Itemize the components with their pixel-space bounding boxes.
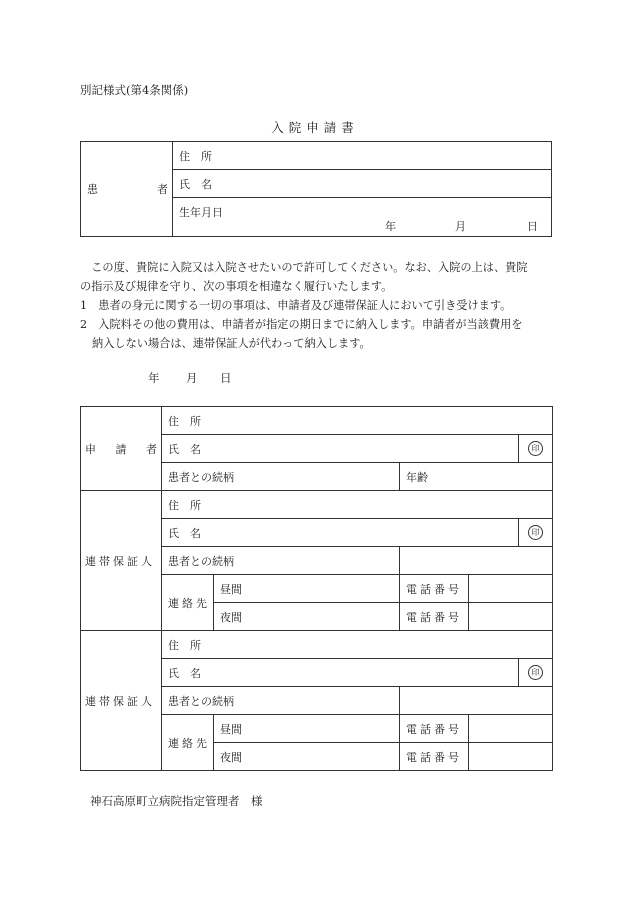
intro-line: の指示及び規律を守り、次の事項を相違なく履行いたします。 <box>80 280 393 293</box>
night-label: 夜間 <box>220 610 242 624</box>
relation-label: 患者との続柄 <box>168 694 234 708</box>
intro-paragraph <box>80 258 554 296</box>
dob-year-label: 年 <box>385 220 396 233</box>
applicant-name-field[interactable] <box>162 435 519 463</box>
addressee: 神石高原町立病院指定管理者 様 <box>90 794 263 808</box>
guarantor-1-contact-label <box>162 575 214 631</box>
age-label: 年齢 <box>406 470 428 484</box>
daytime-label: 昼間 <box>220 722 242 736</box>
guarantor-2-contact-label <box>162 715 214 771</box>
document-title: 入院申請書 <box>271 120 359 135</box>
guarantor-2-role-cell <box>81 631 162 771</box>
intro-line: この度、貴院に入院又は入院させたいので許可してください。なお、入院の上は、貴院 <box>91 261 528 274</box>
applicant-role-char: 請 <box>115 442 127 456</box>
dob-label: 生年月日 <box>179 206 223 219</box>
patient-role-char: 者 <box>157 183 168 196</box>
applicant-guarantor-table <box>80 406 553 771</box>
relation-label: 患者との続柄 <box>168 470 234 484</box>
guarantor-1-address-field[interactable] <box>162 491 553 519</box>
guarantor-1-relation-value[interactable] <box>400 547 553 575</box>
guarantor-2-relation-value[interactable] <box>400 687 553 715</box>
guarantor-role-label: 連帯保証人 <box>85 694 155 708</box>
seal-icon: 印 <box>528 525 543 540</box>
contact-char: 先 <box>196 596 207 610</box>
guarantor-1-night-phone-label <box>400 603 469 631</box>
phone-label: 電話番号 <box>406 610 462 624</box>
address-label: 住 所 <box>168 638 201 652</box>
guarantor-2-name-field[interactable] <box>162 659 519 687</box>
applicant-role-char: 申 <box>85 442 96 456</box>
address-label: 住 所 <box>168 498 201 512</box>
patient-address-field[interactable] <box>173 142 552 170</box>
contact-char: 絡 <box>182 596 193 610</box>
guarantor-2-night-field[interactable] <box>214 743 400 771</box>
date-day-label: 日 <box>220 371 232 385</box>
guarantor-2-daytime-field[interactable] <box>214 715 400 743</box>
patient-table <box>80 141 552 237</box>
guarantor-1-relation-field[interactable] <box>162 547 400 575</box>
guarantor-2-night-phone-label <box>400 743 469 771</box>
phone-label: 電話番号 <box>406 722 462 736</box>
guarantor-1-daytime-phone-label <box>400 575 469 603</box>
guarantor-2-seal-cell[interactable] <box>519 659 553 687</box>
guarantor-2-relation-field[interactable] <box>162 687 400 715</box>
terms-item-2-line: 2 入院料その他の費用は、申請者が指定の期日までに納入します。申請者が当該費用を <box>80 318 523 331</box>
contact-char: 連 <box>168 736 179 750</box>
phone-label: 電話番号 <box>406 750 462 764</box>
guarantor-1-role-cell <box>81 491 162 631</box>
guarantor-1-daytime-phone-field[interactable] <box>469 575 553 603</box>
patient-role-char: 患 <box>87 183 98 196</box>
patient-role-cell <box>81 142 173 237</box>
guarantor-role-label: 連帯保証人 <box>85 554 155 568</box>
phone-label: 電話番号 <box>406 582 462 596</box>
guarantor-2-daytime-phone-field[interactable] <box>469 715 553 743</box>
guarantor-2-daytime-phone-label <box>400 715 469 743</box>
guarantor-1-seal-cell[interactable] <box>519 519 553 547</box>
dob-month-label: 月 <box>455 220 466 233</box>
address-label: 住 所 <box>179 149 212 163</box>
patient-dob-field[interactable] <box>173 198 552 237</box>
guarantor-1-name-field[interactable] <box>162 519 519 547</box>
seal-icon: 印 <box>528 665 543 680</box>
night-label: 夜間 <box>220 750 242 764</box>
guarantor-1-night-phone-field[interactable] <box>469 603 553 631</box>
applicant-relation-field[interactable] <box>162 463 400 491</box>
name-label: 氏 名 <box>179 177 212 191</box>
address-label: 住 所 <box>168 414 201 428</box>
guarantor-2-night-phone-field[interactable] <box>469 743 553 771</box>
contact-char: 先 <box>196 736 207 750</box>
name-label: 氏 名 <box>168 442 201 456</box>
applicant-age-field[interactable] <box>400 463 553 491</box>
contact-char: 絡 <box>182 736 193 750</box>
applicant-seal-cell[interactable] <box>519 435 553 463</box>
dob-day-label: 日 <box>527 220 538 233</box>
date-year-label: 年 <box>148 371 160 385</box>
patient-name-field[interactable] <box>173 170 552 198</box>
date-month-label: 月 <box>186 371 198 385</box>
applicant-role-cell <box>81 407 162 491</box>
name-label: 氏 名 <box>168 666 201 680</box>
applicant-role-char: 者 <box>146 442 157 456</box>
seal-icon: 印 <box>528 441 543 456</box>
terms-item-2 <box>80 315 554 353</box>
guarantor-2-address-field[interactable] <box>162 631 553 659</box>
relation-label: 患者との続柄 <box>168 554 234 568</box>
daytime-label: 昼間 <box>220 582 242 596</box>
contact-char: 連 <box>168 596 179 610</box>
terms-item-1: 1 患者の身元に関する一切の事項は、申請者及び連帯保証人において引き受けます。 <box>80 299 512 312</box>
guarantor-1-daytime-field[interactable] <box>214 575 400 603</box>
applicant-address-field[interactable] <box>162 407 553 435</box>
form-label: 別記様式(第4条関係) <box>80 83 189 97</box>
name-label: 氏 名 <box>168 526 201 540</box>
terms-item-2-line: 納入しない場合は、連帯保証人が代わって納入します。 <box>92 337 371 350</box>
guarantor-1-night-field[interactable] <box>214 603 400 631</box>
